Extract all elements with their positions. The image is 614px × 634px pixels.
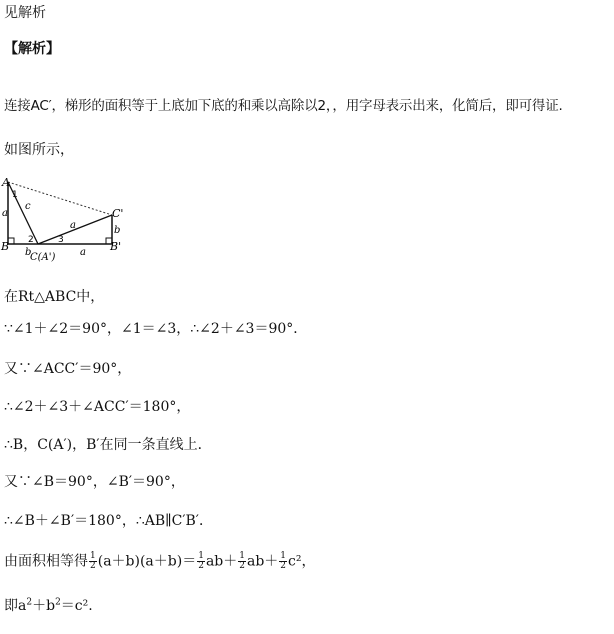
intro-text: 连接AC′，梯形的面积等于上底加下底的和乘以高除以2，，用字母表示出来，化简后，即可得证. — [4, 98, 563, 114]
conclusion-suffix: ＝c². — [60, 598, 93, 614]
step-3: 又∵∠ACC′＝90°， — [4, 361, 132, 377]
fraction-half-2: $\frac{1}{2}$ — [198, 551, 204, 571]
label-angle-2: 2 — [28, 235, 34, 245]
area-equation — [4, 552, 315, 571]
label-b-prime-vertex: B' — [110, 240, 122, 253]
conclusion — [4, 597, 93, 615]
label-c-prime-vertex: C' — [112, 207, 124, 220]
label-side-a-bottom: a — [80, 247, 86, 258]
label-angle-1: 1 — [12, 190, 18, 200]
step-6: 又∵∠B＝90°，∠B′＝90°， — [4, 474, 185, 490]
step-2: ∵∠1＋∠2＝90°，∠1＝∠3，∴∠2＋∠3＝90°． — [4, 321, 308, 337]
area-eq-prefix: 由面积相等得 — [4, 553, 88, 570]
label-c-a-prime: C(A') — [30, 252, 56, 263]
fraction-half-1: $\frac{1}{2}$ — [90, 551, 96, 571]
area-eq-part1: (a＋b)(a＋b)＝ — [97, 553, 197, 570]
label-side-b-bottom: b — [25, 247, 32, 258]
fraction-half-3: $\frac{1}{2}$ — [239, 551, 245, 571]
step-1: 在Rt△ABC中， — [4, 289, 105, 305]
label-b-vertex: B — [1, 240, 10, 253]
label-angle-3: 3 — [58, 235, 64, 245]
fraction-half-4: $\frac{1}{2}$ — [280, 551, 287, 571]
step-7: ∴∠B＋∠B′＝180°，∴AB∥C′B′． — [4, 513, 213, 529]
area-eq-part4: c²， — [288, 553, 316, 570]
conclusion-mid: ＋b — [32, 598, 56, 614]
step-5: ∴B，C(A′)，B′在同一条直线上． — [4, 437, 212, 453]
trapezoid-figure — [0, 172, 130, 267]
label-side-b-right: b — [114, 225, 121, 236]
analysis-heading: 【解析】 — [4, 41, 60, 57]
answer-label: 见解析 — [4, 5, 46, 21]
figure-intro: 如图所示， — [4, 142, 74, 158]
label-side-a-left: a — [2, 208, 8, 219]
conclusion-prefix: 即a — [4, 598, 27, 614]
step-4: ∴∠2＋∠3＋∠ACC′＝180°， — [4, 399, 191, 415]
conclusion-exp-2: 2 — [55, 597, 61, 608]
area-eq-part2: ab＋ — [205, 553, 238, 570]
label-a-vertex: A — [2, 176, 10, 189]
label-side-a-mid: a — [70, 220, 76, 231]
label-side-c: c — [25, 201, 31, 212]
area-eq-part3: ab＋ — [246, 553, 279, 570]
dashed-line-ac — [8, 182, 112, 215]
conclusion-exp-1: 2 — [26, 597, 33, 608]
